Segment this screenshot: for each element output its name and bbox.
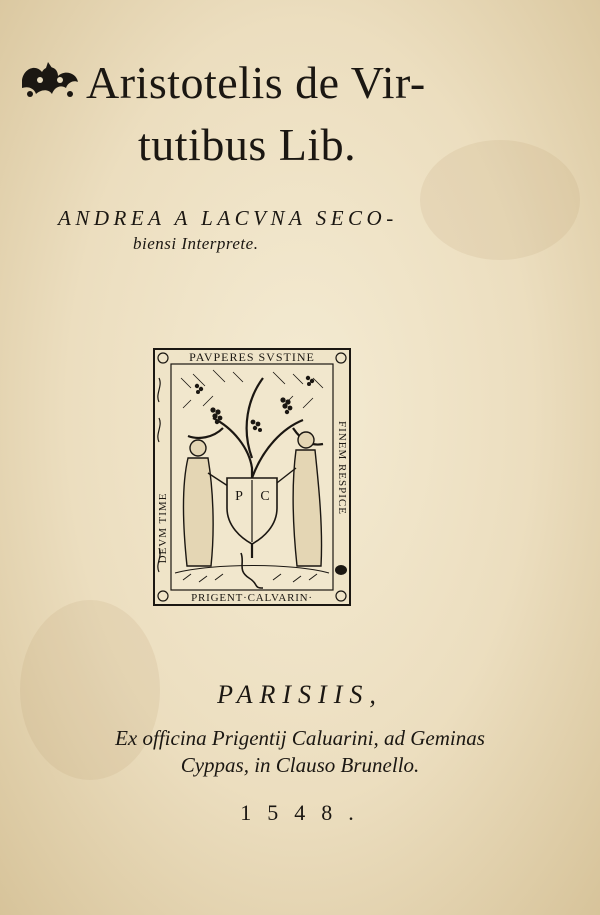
motto-left: DEVM TIME [157, 492, 169, 564]
translator-line-1: ANDREA A LACVNA SECO- [58, 206, 398, 230]
printer-line-2: Cyppas, in Clauso Brunello. [180, 753, 420, 777]
translator-credit [58, 205, 578, 257]
printer-line-1: Ex officina Prigentij Caluarini, ad Geminas [115, 726, 485, 750]
motto-bottom: PRIGENT·CALVARIN· [191, 592, 313, 604]
motto-top: PAVPERES SVSTINE [189, 350, 315, 364]
motto-right: FINEM RESPICE [336, 421, 348, 515]
fleuron-ornament-icon [18, 58, 84, 100]
shield-initial-right: C [260, 489, 270, 504]
title-line-2: tutibus Lib. [138, 119, 357, 170]
imprint-printer [0, 725, 600, 779]
translator-line-2: biensi Interprete. [133, 234, 259, 253]
imprint-place: PARISIIS, [217, 680, 383, 709]
shield-initial-left: P [235, 489, 243, 504]
imprint-year: 1548. [240, 800, 370, 825]
skull-icon [335, 565, 347, 575]
printers-device-woodcut [153, 348, 351, 606]
title-line-1: Aristotelis de Vir- [86, 57, 426, 108]
book-title [18, 52, 588, 176]
